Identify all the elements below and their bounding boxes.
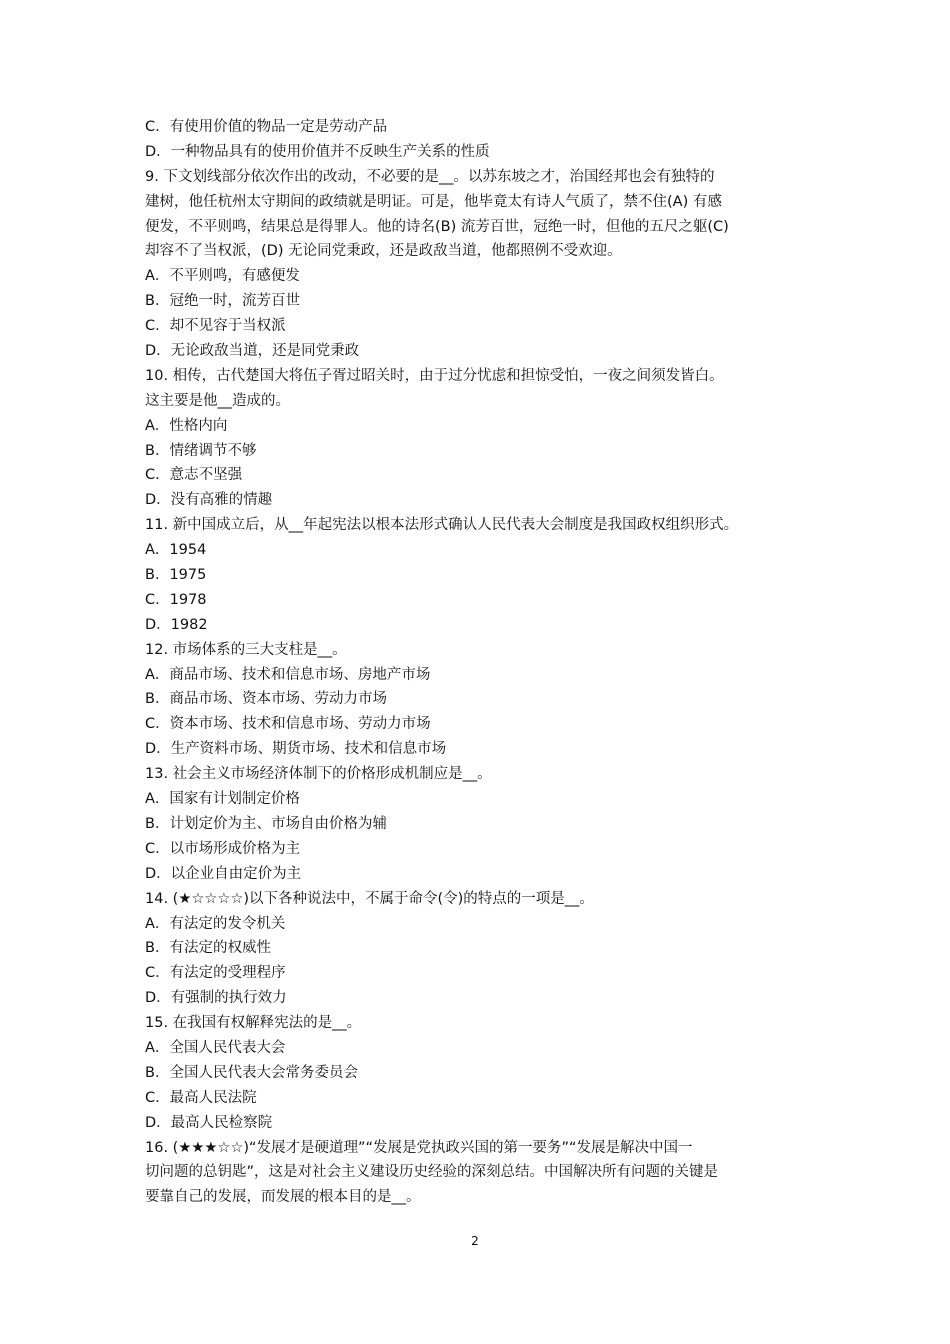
- text-line: B．1975: [145, 567, 207, 584]
- text-line: 9. 下文划线部分依次作出的改动，不必要的是__。以苏东坡之才，治国经邦也会有独特的: [145, 168, 715, 185]
- text-line: 建树，他任杭州太守期间的政绩就是明证。可是，他毕竟太有诗人气质了，禁不住(A) 有感: [145, 193, 722, 210]
- text-line: 15. 在我国有权解释宪法的是__。: [145, 1015, 362, 1032]
- text-line: C．资本市场、技术和信息市场、劳动力市场: [145, 716, 431, 733]
- text-line: A．全国人民代表大会: [145, 1039, 286, 1056]
- text-line: 12. 市场体系的三大支柱是__。: [145, 641, 347, 658]
- text-line: A．商品市场、技术和信息市场、房地产市场: [145, 666, 431, 683]
- text-line: 11. 新中国成立后，从__年起宪法以根本法形式确认人民代表大会制度是我国政权组织形式。: [145, 517, 739, 534]
- page-number: 2: [471, 1234, 479, 1248]
- text-line: D．最高人民检察院: [145, 1114, 273, 1131]
- text-line: 却容不了当权派，(D) 无论同党秉政，还是政敌当道，他都照例不受欢迎。: [145, 243, 622, 260]
- text-line: D．一种物品具有的使用价值并不反映生产关系的性质: [145, 143, 490, 160]
- text-line: C．最高人民法院: [145, 1089, 257, 1106]
- text-line: D．没有高雅的情趣: [145, 492, 273, 509]
- text-line: C．有使用价值的物品一定是劳动产品: [145, 119, 388, 135]
- text-line: 便发，不平则鸣，结果总是得罪人。他的诗名(B) 流芳百世，冠绝一时，但他的五尺之躯(C): [145, 218, 729, 235]
- page-content: [145, 115, 825, 1210]
- text-line: A．不平则鸣，有感便发: [145, 268, 300, 285]
- text-line: 14. (★☆☆☆☆)以下各种说法中，不属于命令(令)的特点的一项是__。: [145, 890, 594, 907]
- text-line: 16. (★★★☆☆)“发展才是硬道理”“发展是党执政兴国的第一要务”“发展是解决中国一: [145, 1139, 693, 1156]
- text-line: A．有法定的发令机关: [145, 915, 286, 932]
- text-line: D．1982: [145, 616, 208, 633]
- text-line: A．国家有计划制定价格: [145, 791, 300, 808]
- text-line: B．计划定价为主、市场自由价格为辅: [145, 815, 387, 832]
- text-line: 13. 社会主义市场经济体制下的价格形成机制应是__。: [145, 766, 492, 783]
- text-line: 切问题的总钥匙”，这是对社会主义建设历史经验的深刻总结。中国解决所有问题的关键是: [145, 1164, 719, 1181]
- text-line: D．以企业自由定价为主: [145, 865, 302, 882]
- text-line: C．意志不坚强: [145, 467, 243, 484]
- text-line: B．商品市场、资本市场、劳动力市场: [145, 691, 387, 708]
- text-line: B．情绪调节不够: [145, 442, 257, 459]
- text-line: 这主要是他__造成的。: [145, 392, 290, 409]
- text-line: 要靠自己的发展，而发展的根本目的是__。: [145, 1189, 421, 1206]
- text-line: B．全国人民代表大会常务委员会: [145, 1064, 358, 1081]
- text-line: 10. 相传，古代楚国大将伍子胥过昭关时，由于过分忧虑和担惊受怕，一夜之间须发皆白。: [145, 367, 724, 384]
- text-line: D．无论政敌当道，还是同党秉政: [145, 343, 360, 360]
- text-line: C．1978: [145, 591, 207, 608]
- text-line: C．有法定的受理程序: [145, 965, 286, 982]
- text-line: A．1954: [145, 542, 207, 559]
- text-line: C．却不见容于当权派: [145, 318, 286, 335]
- text-line: B．冠绝一时，流芳百世: [145, 293, 300, 310]
- text-line: D．有强制的执行效力: [145, 990, 287, 1007]
- text-line: A．性格内向: [145, 417, 228, 434]
- text-line: B．有法定的权威性: [145, 940, 271, 957]
- text-line: C．以市场形成价格为主: [145, 840, 301, 857]
- text-line: D．生产资料市场、期货市场、技术和信息市场: [145, 741, 447, 758]
